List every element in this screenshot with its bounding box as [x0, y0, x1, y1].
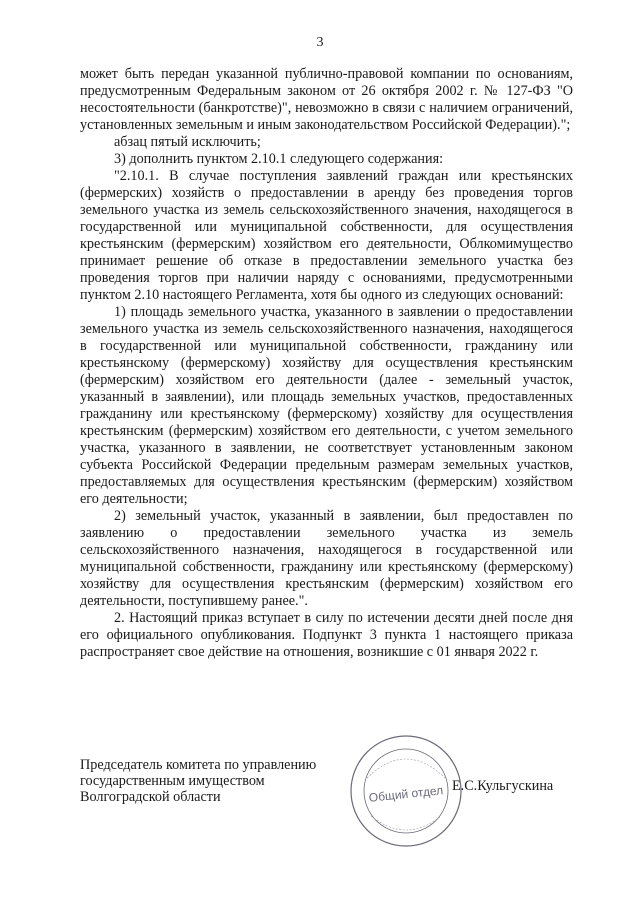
- paragraph-continuation: может быть передан указанной публично-правовой компании по основаниям, предусмотренным Федеральным законом от 26 октября 2002 г. № 127-ФЗ "О несостоятельности (банкротстве)", невозможно в связи с наличием ограничений, установленных земельным и иным законодательством Российской Федерации).";: [80, 66, 573, 133]
- paragraph-item: абзац пятый исключить;: [114, 134, 261, 150]
- signatory-title-line: государственным имуществом: [80, 773, 265, 789]
- paragraph-subclause-1: 1) площадь земельного участка, указанного в заявлении о предоставлении земельного участка из земель сельскохозяйственного назначения, находящегося в государственной или муниципальной собственности, гражданину или крестьянскому (фермерскому) хозяйству для осуществления крестьянским (фермерским) хозяйством его деятельности (далее - земельный участок, указанный в заявлении), или площадь земельных участков, предоставленных гражданину или крестьянскому (фермерскому) хозяйству для осуществления крестьянским (фермерским) хозяйством его деятельности, с учетом земельного участка, указанного в заявлении, не соответствует установленным законом субъекта Российской Федерации предельным размерам земельных участков, предоставляемых для осуществления крестьянским (фермерским) хозяйством его деятельности;: [80, 304, 573, 507]
- page-number: 3: [316, 35, 324, 50]
- document-body: [80, 66, 573, 661]
- paragraph-clause-2-10-1: "2.10.1. В случае поступления заявлений граждан или крестьянских (фермерских) хозяйств о предоставлении в аренду без проведения торгов земельного участка из земель сельскохозяйственного значения, находящегося в государственной или муниципальной собственности, для осуществления крестьянским (фермерским) хозяйством его деятельности, Облкомимущество принимает решение об отказе в предоставлении земельного участка без проведения торгов при наличии наряду с основаниями, предусмотренными пунктом 2.10 настоящего Регламента, хотя бы одного из следующих оснований:: [80, 168, 573, 303]
- paragraph-subclause-2: 2) земельный участок, указанный в заявлении, был предоставлен по заявлению о предоставлении земельного участка из земель сельскохозяйственного назначения, находящегося в государственной или муниципальной собственности, гражданину или крестьянскому (фермерскому) хозяйству для осуществления крестьянским (фермерским) хозяйством его деятельности, поступившему ранее.".: [80, 508, 573, 609]
- official-stamp-icon: [347, 732, 465, 850]
- signatory-title-line: Волгоградской области: [80, 789, 221, 805]
- signatory-title: [80, 757, 370, 805]
- paragraph-effective-date: 2. Настоящий приказ вступает в силу по истечении десяти дней после дня его официального опубликования. Подпункт 3 пункта 1 настоящего приказа распространяет свое действие на отношения, возникшие с 01 января 2022 г.: [80, 610, 573, 660]
- paragraph-item: 3) дополнить пунктом 2.10.1 следующего содержания:: [114, 151, 444, 167]
- signatory-name: Е.С.Кульгускина: [452, 778, 554, 794]
- signatory-title-line: Председатель комитета по управлению: [80, 757, 317, 773]
- stamp-text: Общий отдел: [368, 783, 444, 805]
